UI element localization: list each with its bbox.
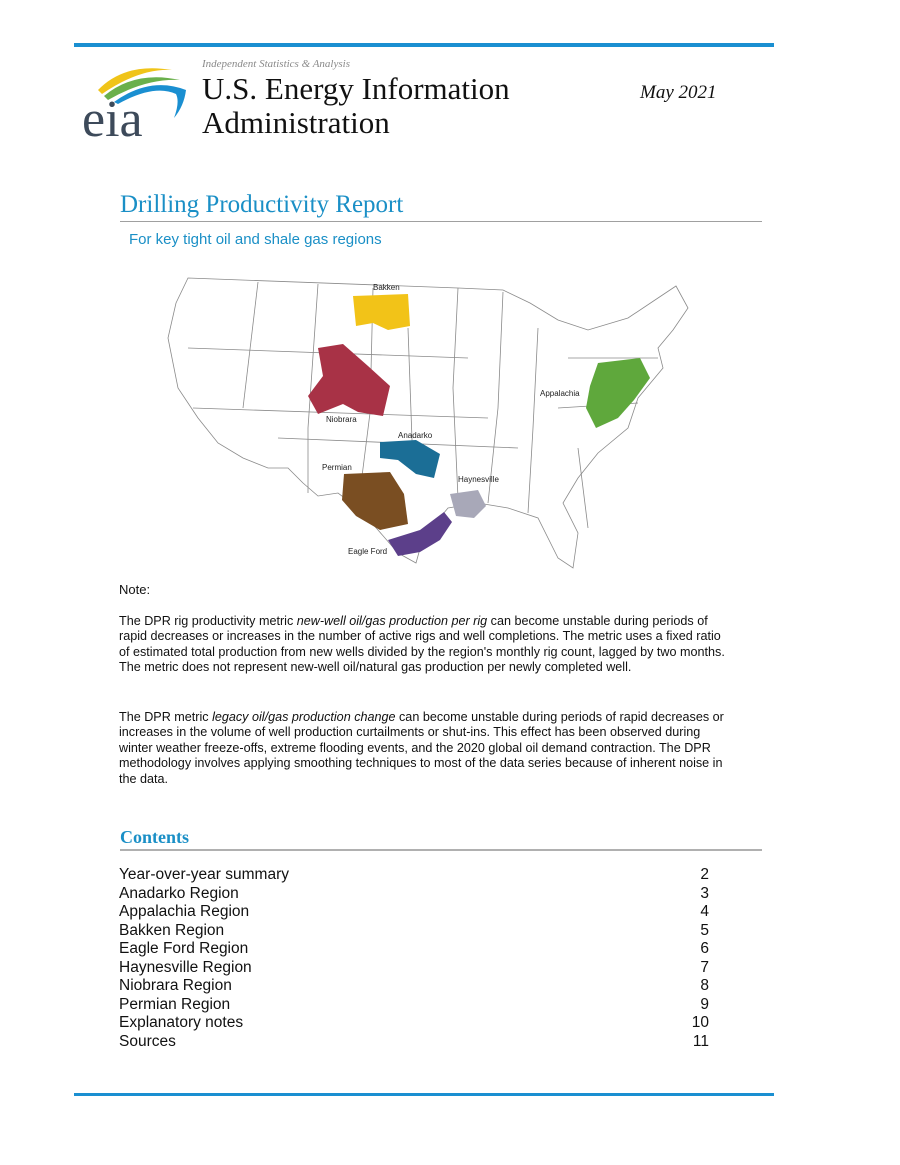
toc-item[interactable]: Bakken Region 5 bbox=[119, 921, 709, 939]
report-title: Drilling Productivity Report bbox=[120, 191, 404, 218]
agency-tagline: Independent Statistics & Analysis bbox=[202, 58, 350, 70]
logo-wordmark: eia bbox=[82, 91, 143, 140]
region-permian bbox=[342, 472, 408, 530]
contents-heading: Contents bbox=[120, 827, 190, 847]
report-date: May 2021 bbox=[640, 82, 717, 103]
region-bakken bbox=[353, 294, 410, 330]
note-heading: Note: bbox=[119, 582, 151, 597]
toc-item[interactable]: Sources 11 bbox=[119, 1032, 709, 1050]
label-anadarko: Anadarko bbox=[398, 431, 433, 440]
agency-name-line2: Administration bbox=[202, 105, 390, 140]
toc-item[interactable]: Year-over-year summary 2 bbox=[119, 866, 709, 883]
label-haynesville: Haynesville bbox=[458, 475, 499, 484]
toc-item[interactable]: Anadarko Region 3 bbox=[119, 884, 709, 902]
table-of-contents bbox=[119, 866, 709, 1051]
toc-item[interactable]: Permian Region 9 bbox=[119, 995, 709, 1013]
region-appalachia bbox=[586, 358, 650, 428]
us-regions-map bbox=[158, 268, 718, 578]
toc-item[interactable]: Haynesville Region 7 bbox=[119, 958, 709, 976]
label-bakken: Bakken bbox=[373, 283, 400, 292]
label-niobrara: Niobrara bbox=[326, 415, 357, 424]
agency-name bbox=[202, 72, 510, 140]
toc-item[interactable]: Niobrara Region 8 bbox=[119, 977, 709, 994]
label-eagle-ford: Eagle Ford bbox=[348, 547, 388, 556]
report-subtitle: For key tight oil and shale gas regions bbox=[129, 231, 382, 248]
title-divider bbox=[120, 221, 762, 222]
region-haynesville bbox=[450, 490, 486, 518]
agency-name-line1: U.S. Energy Information bbox=[202, 71, 510, 106]
toc-item[interactable]: Explanatory notes 10 bbox=[119, 1014, 709, 1031]
note-paragraph-1: The DPR rig productivity metric new-well oil/gas production per rig can become unstable during periods of rapid decreases or increases in the number of active rigs and well completions. The metric uses a fixed ratio of estimated total production from new wells divided by the region's monthly rig count, lagged by two months. The metric does not represent new-well oil/natural gas production per newly completed well. bbox=[119, 614, 725, 675]
toc-item[interactable]: Appalachia Region 4 bbox=[119, 903, 709, 920]
toc-item[interactable]: Eagle Ford Region 6 bbox=[119, 940, 709, 957]
header-rule bbox=[74, 43, 774, 47]
footer-rule bbox=[74, 1093, 774, 1096]
label-appalachia: Appalachia bbox=[540, 389, 580, 398]
note-paragraph-2: The DPR metric legacy oil/gas production change can become unstable during periods of rapid decreases or increases in the volume of well production curtailments or shut-ins. This effect has been observed during winter weather freeze-offs, extreme flooding events, and the 2020 global oil demand contraction. The DPR methodology involves applying smoothing techniques to most of the data series because of inherent noise in the data. bbox=[119, 710, 724, 786]
label-permian: Permian bbox=[322, 463, 352, 472]
eia-logo bbox=[80, 60, 192, 140]
contents-divider bbox=[120, 849, 762, 851]
